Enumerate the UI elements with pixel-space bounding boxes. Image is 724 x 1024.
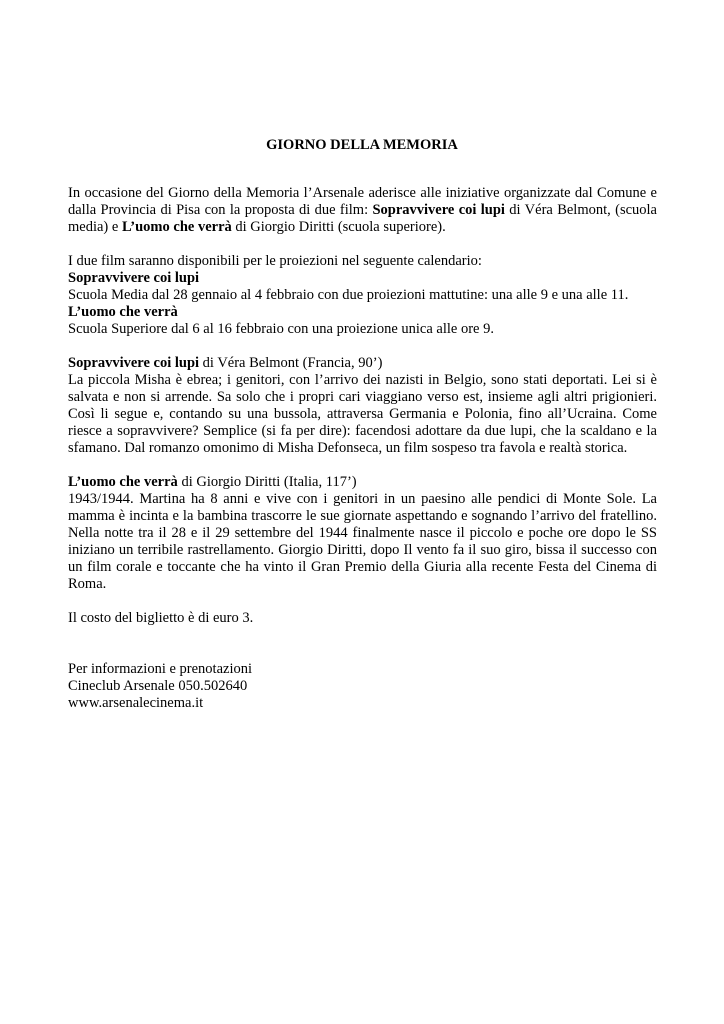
calendar-film1-schedule: Scuola Media dal 28 gennaio al 4 febbraio con due proiezioni mattutine: una alle 9 e una alle 11.	[68, 287, 629, 303]
contact-website: www.arsenalecinema.it	[68, 695, 204, 711]
calendar-film2-title: L’uomo che verrà	[68, 304, 178, 320]
intro-text-2: di Véra Belmont, (scuola media) e	[68, 202, 657, 235]
page-title: GIORNO DELLA MEMORIA	[266, 137, 458, 153]
film1-section	[68, 355, 657, 457]
film1-credits: di Véra Belmont (Francia, 90’)	[199, 355, 383, 371]
film1-synopsis: La piccola Misha è ebrea; i genitori, con l’arrivo dei nazisti in Belgio, sono stati deportati. Lei si è salvata e non si arrende. Sa solo che i propri cari viaggiano verso est, insieme agli altri prigionieri. Così li segue e, contando su una bussola, attraversa Germania e Polonia, fino all’Ucraina. Come riesce a sopravvivere? Semplice (si fa per dire): facendosi adottare da due lupi, che la scaldano e la sfamano. Dal romanzo omonimo di Misha Defonseca, un film sospeso tra favola e realtà storica.	[68, 372, 657, 456]
intro-text-3: di Giorgio Diritti (scuola superiore).	[231, 219, 446, 235]
calendar-film1-title: Sopravvivere coi lupi	[68, 270, 200, 286]
calendar-lead: I due film saranno disponibili per le proiezioni nel seguente calendario:	[68, 253, 482, 269]
document-body	[68, 185, 657, 729]
film1-title: Sopravvivere coi lupi	[68, 355, 200, 371]
calendar-film2-schedule: Scuola Superiore dal 6 al 16 febbraio con una proiezione unica alle ore 9.	[68, 321, 494, 337]
film2-title: L’uomo che verrà	[68, 474, 178, 490]
contact-club: Cineclub Arsenale 050.502640	[68, 678, 248, 694]
contact-lead: Per informazioni e prenotazioni	[68, 661, 253, 677]
film2-credits: di Giorgio Diritti (Italia, 117’)	[177, 474, 357, 490]
calendar-section	[68, 253, 657, 338]
spacer	[68, 644, 657, 661]
film2-synopsis: 1943/1944. Martina ha 8 anni e vive con i genitori in un paesino alle pendici di Monte Sole. La mamma è incinta e la bambina trascorre le sue giornate aspettando e sognando l’arrivo del fratellino. Nella notte tra il 28 e il 29 settembre del 1944 finalmente nasce il piccolo e poche ore dopo le SS iniziano un terribile rastrellamento. Giorgio Diritti, dopo Il vento fa il suo giro, bissa il successo con un film corale e toccante che ha vinto il Gran Premio della Giuria alla recente Festa del Cinema di Roma.	[68, 491, 657, 592]
contact-section	[68, 661, 657, 712]
price-paragraph: Il costo del biglietto è di euro 3.	[68, 610, 254, 626]
film2-section	[68, 474, 657, 593]
intro-paragraph	[68, 185, 657, 236]
intro-text-1: In occasione del Giorno della Memoria l’Arsenale aderisce alle iniziative organizzate dal Comune e dalla Provincia di Pisa con la proposta di due film:	[68, 185, 657, 218]
intro-film1-title: Sopravvivere coi lupi	[372, 202, 505, 218]
intro-film2-title: L’uomo che verrà	[121, 219, 232, 235]
